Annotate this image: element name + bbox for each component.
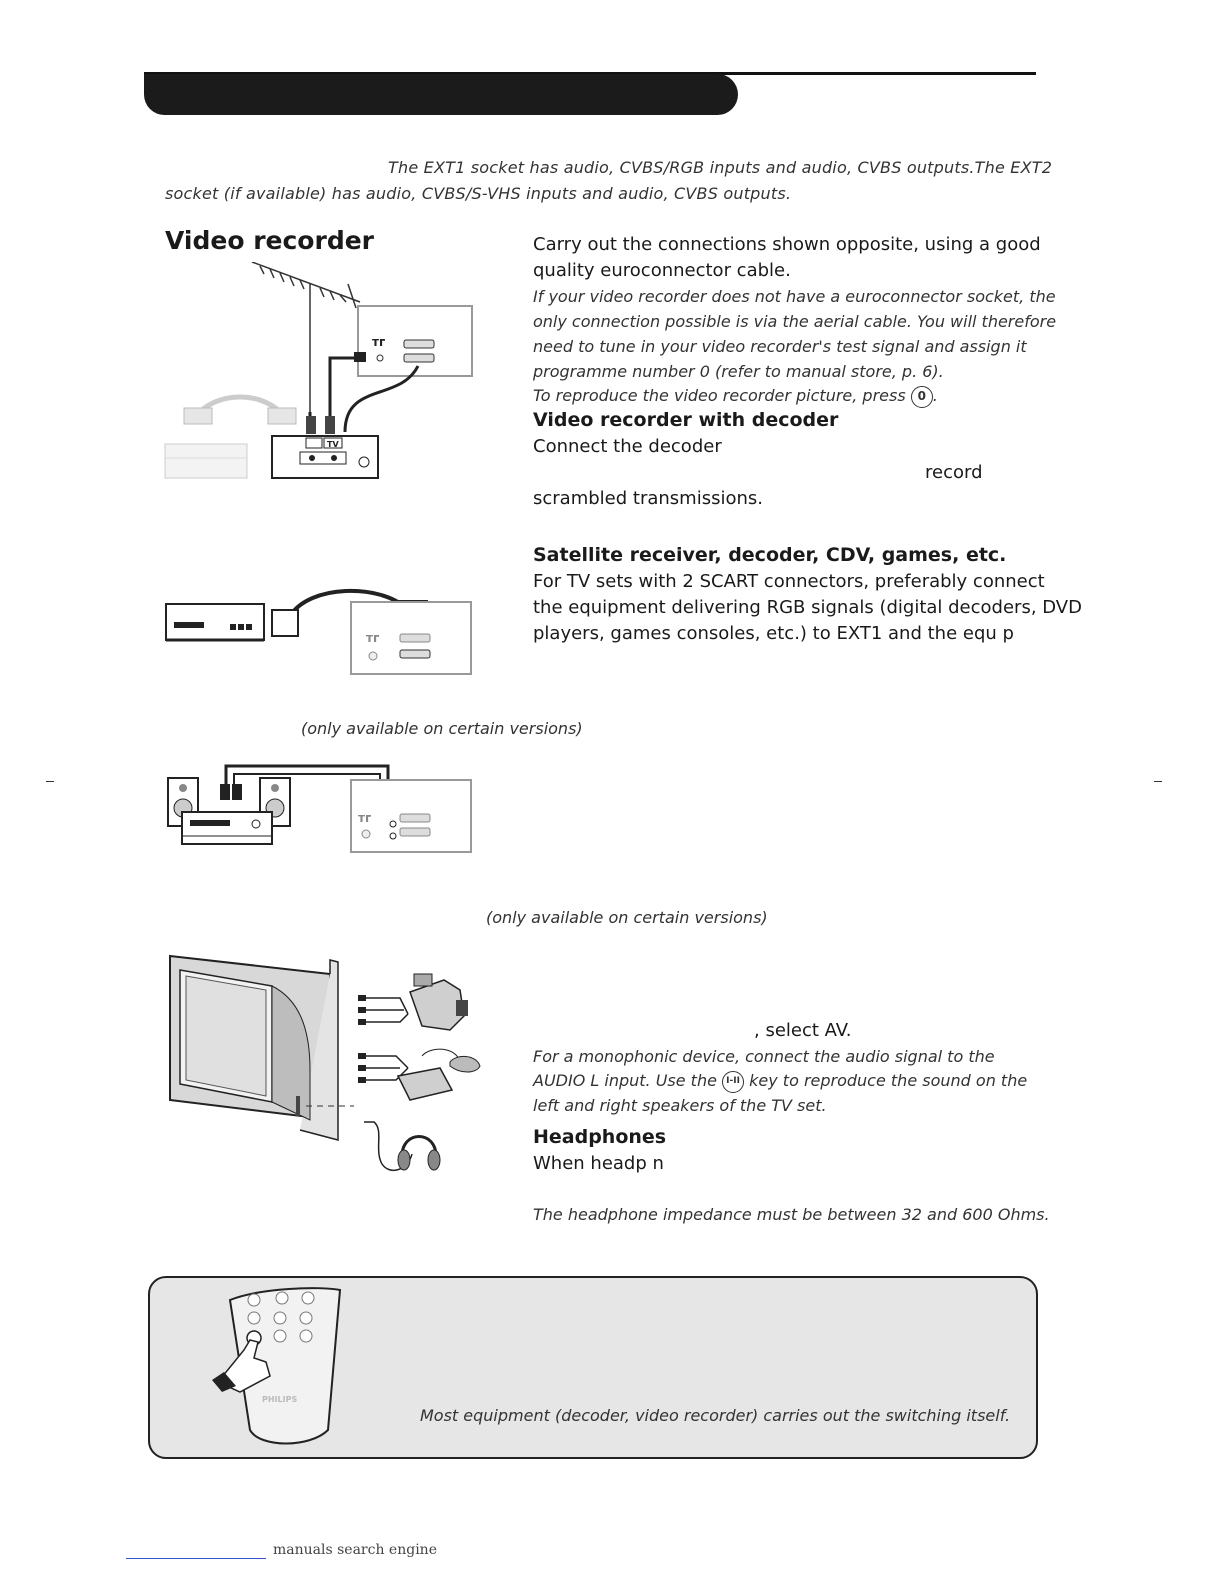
mono-line-2a: AUDIO L input. Use the (533, 1071, 717, 1090)
vcr-para-line-2: quality euroconnector cable. (533, 260, 791, 281)
side-connections-note: (only available on certain versions) (486, 908, 768, 927)
mono-line-2 (533, 1068, 1027, 1093)
satellite-line-2: the equipment delivering RGB signals (digital decoders, DVD (533, 597, 1082, 618)
video-recorder-heading: Video recorder (165, 226, 374, 255)
decoder-line-3: scrambled transmissions. (533, 488, 763, 509)
vcr-para-line-1: Carry out the connections shown opposite, using a good (533, 234, 1041, 255)
intro-line-1: The EXT1 socket has audio, CVBS/RGB inputs and audio, CVBS outputs.The EXT2 (388, 158, 1053, 177)
amplifier-note: (only available on certain versions) (301, 719, 583, 738)
amplifier-connection-illustration (160, 756, 480, 858)
decoder-line-1: Connect the decoder (533, 436, 722, 457)
tip-text: Most equipment (decoder, video recorder) carries out the switching itself. (420, 1406, 1011, 1425)
svg-text:ᴛᴦ: ᴛᴦ (366, 631, 380, 645)
vcr-note-line-5: To reproduce the video recorder picture, press 0 . (533, 383, 938, 408)
remote-control-illustration (210, 1280, 350, 1450)
headphones-note: The headphone impedance must be between 32 and 600 Ohms. (533, 1205, 1050, 1224)
decoder-heading: Video recorder with decoder (533, 409, 839, 431)
headphones-line-1: When headp n (533, 1153, 664, 1174)
vcr-note-line-4: programme number 0 (refer to manual store, p. 6). (533, 362, 944, 381)
vcr-connection-illustration (160, 262, 480, 484)
decoder-line-2: record (925, 462, 983, 483)
svg-text:TV: TV (327, 440, 339, 449)
key-zero-icon: 0 (911, 386, 933, 408)
side-connections-illustration (160, 950, 490, 1182)
svg-text:ᴛᴦ: ᴛᴦ (372, 335, 386, 349)
footer-link-underline[interactable] (126, 1558, 266, 1559)
select-av-text: , select AV. (754, 1020, 852, 1041)
vcr-note-line-1: If your video recorder does not have a euroconnector socket, the (533, 287, 1056, 306)
vcr-note-line-5-text: To reproduce the video recorder picture, press (533, 386, 906, 405)
mono-line-3: left and right speakers of the TV set. (533, 1096, 827, 1115)
vcr-note-line-3: need to tune in your video recorder's test signal and assign it (533, 337, 1027, 356)
vcr-note-line-2: only connection possible is via the aerial cable. You will therefore (533, 312, 1057, 331)
headphones-heading: Headphones (533, 1126, 667, 1148)
satellite-line-1: For TV sets with 2 SCART connectors, preferably connect (533, 571, 1045, 592)
key-i-ii-icon: I-II (722, 1071, 744, 1093)
footer-text: manuals search engine (273, 1542, 437, 1558)
mono-line-2b: key to reproduce the sound on the (749, 1071, 1028, 1090)
satellite-heading: Satellite receiver, decoder, CDV, games, etc. (533, 544, 1007, 566)
remote-brand-text: PHILIPS (262, 1395, 298, 1404)
section-title-bar (144, 74, 738, 115)
satellite-line-3: players, games consoles, etc.) to EXT1 and the equ p (533, 623, 1014, 644)
svg-text:ᴛᴦ: ᴛᴦ (358, 811, 372, 825)
intro-line-2: socket (if available) has audio, CVBS/S-VHS inputs and audio, CVBS outputs. (165, 184, 792, 203)
satellite-connection-illustration (160, 580, 480, 680)
margin-tick-right (1154, 781, 1162, 782)
margin-tick-left (46, 781, 54, 782)
mono-line-1: For a monophonic device, connect the audio signal to the (533, 1047, 995, 1066)
